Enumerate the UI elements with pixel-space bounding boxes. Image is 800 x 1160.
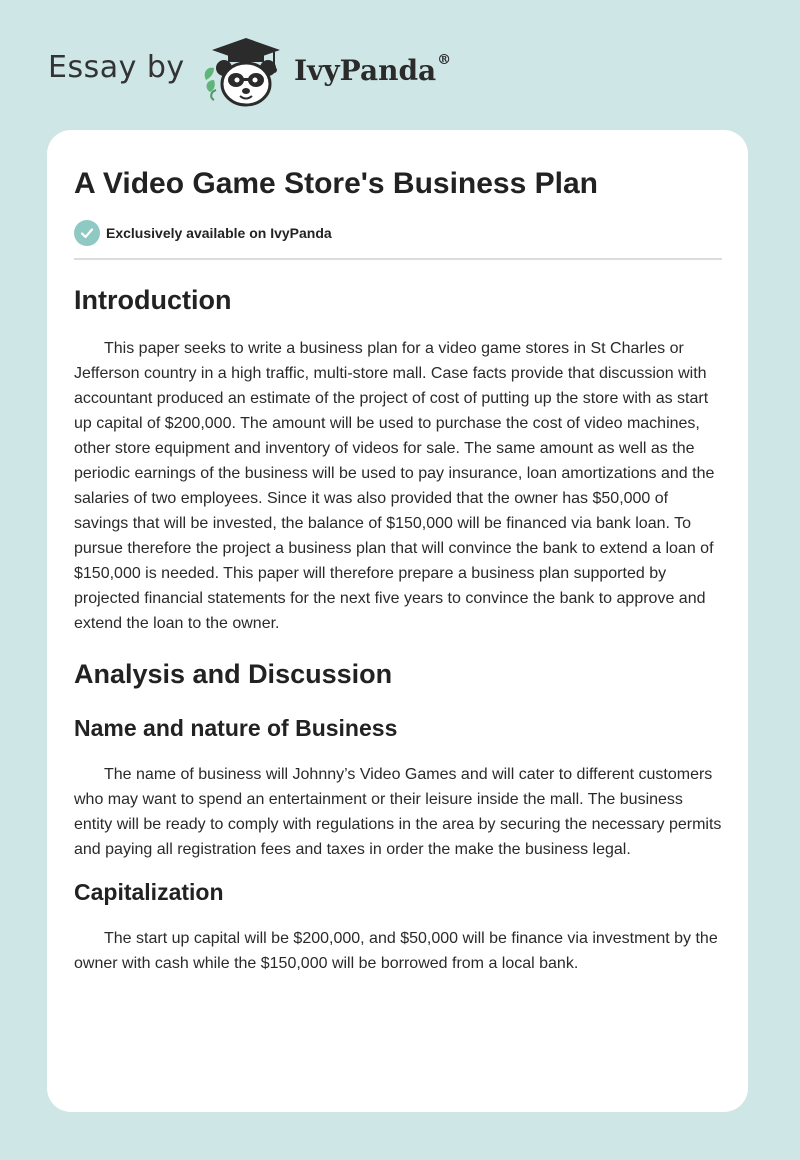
introduction-paragraph: This paper seeks to write a business plan for a video game stores in St Charles or Jefferson country in a high traffic, multi-store mall. Case facts provide that discussion with accountant produced an estimate of the project of cost of putting up the store with as start up capital of $200,000. The amount will be used to purchase the cost of video machines, other store equipment and inventory of videos for sale. The same amount as well as the periodic earnings of the business will be used to pay insurance, loan amortizations and the salaries of two employees. Since it was also provided that the owner has $50,000 of savings that will be invested, the balance of $150,000 will be financed via bank loan. To pursue therefore the project a business plan that will convince the bank to extend a loan of $150,000 is needed. This paper will therefore prepare a business plan supported by projected financial statements for the next five years to convince the bank to approve and extend the loan to the owner.: [74, 340, 715, 632]
check-icon: [74, 220, 100, 246]
registered-mark: ®: [437, 52, 452, 68]
document-card: [47, 130, 748, 1112]
document-title: A Video Game Store's Business Plan: [74, 167, 598, 200]
subsection-heading-name-nature: Name and nature of Business: [74, 715, 398, 741]
exclusive-label: Exclusively available on IvyPanda: [106, 225, 332, 241]
name-nature-paragraph: The name of business will Johnny’s Video Games and will cater to different customers who may want to spend an entertainment or their leisure inside the mall. The business entity will be ready to comply with regulations in the area by securing the necessary permits and paying all registration fees and taxes in order the make the business legal.: [74, 766, 722, 858]
brand-name: IvyPanda®: [294, 52, 452, 87]
section-heading-analysis: Analysis and Discussion: [74, 659, 393, 689]
brand-prefix: Essay by: [48, 50, 185, 85]
capitalization-paragraph: The start up capital will be $200,000, and $50,000 will be finance via investment by the owner with cash while the $150,000 will be borrowed from a local bank.: [74, 930, 718, 972]
subsection-heading-capitalization: Capitalization: [74, 879, 224, 905]
divider: [74, 258, 722, 260]
exclusive-badge: [74, 220, 722, 246]
brand-header: [48, 30, 508, 110]
section-heading-introduction: Introduction: [74, 285, 232, 315]
panda-graduate-icon: [200, 34, 286, 110]
